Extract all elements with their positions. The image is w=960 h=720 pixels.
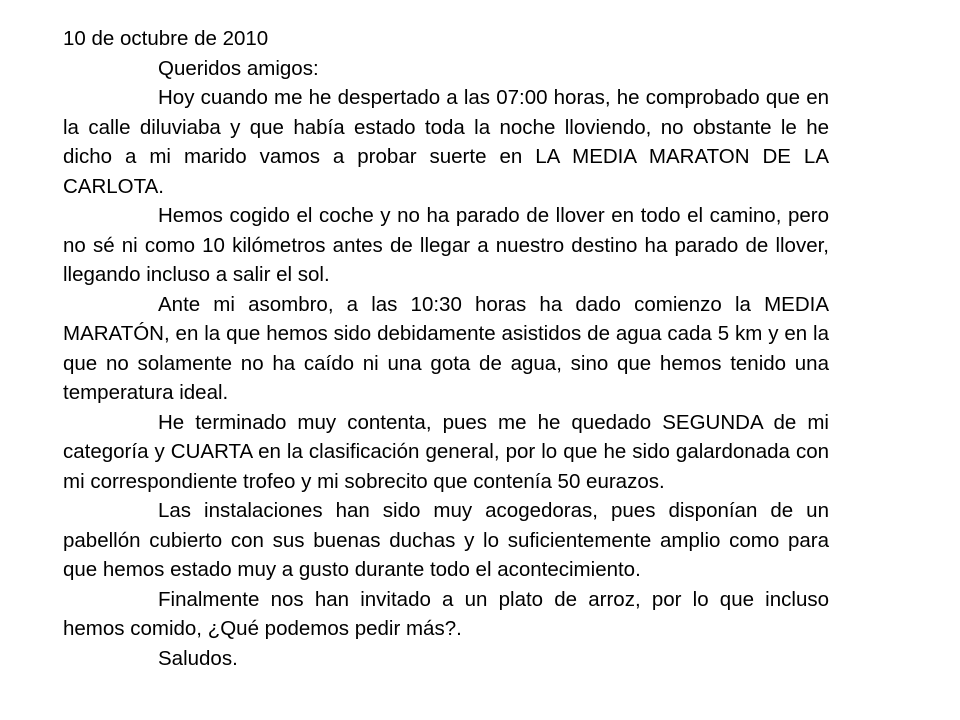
letter-closing: Saludos.	[158, 646, 238, 670]
letter-paragraph: Las instalaciones han sido muy acogedoras, pues disponían de un pabellón cubierto con sus buenas duchas y lo suficientemente amplio como para que hemos estado muy a gusto durante todo el acontecimiento.	[63, 499, 829, 581]
letter-paragraph: Hemos cogido el coche y no ha parado de llover en todo el camino, pero no sé ni como 10 kilómetros antes de llegar a nuestro destino ha parado de llover, llegando incluso a salir el sol.	[63, 204, 829, 286]
letter-paragraph: Finalmente nos han invitado a un plato de arroz, por lo que incluso hemos comido, ¿Qué podemos pedir más?.	[63, 587, 829, 640]
letter-paragraph: Hoy cuando me he despertado a las 07:00 horas, he comprobado que en la calle diluviaba y que había estado toda la noche lloviendo, no obstante le he dicho a mi marido vamos a probar suerte en LA MEDIA MARATON DE LA CARLOTA.	[63, 86, 829, 198]
letter-page	[63, 24, 829, 673]
letter-paragraph: He terminado muy contenta, pues me he quedado SEGUNDA de mi categoría y CUARTA en la clasificación general, por lo que he sido galardonada con mi correspondiente trofeo y mi sobrecito que contenía 50 eurazos.	[63, 410, 829, 493]
letter-greeting: Queridos amigos:	[158, 56, 319, 80]
letter-date: 10 de octubre de 2010	[63, 27, 269, 50]
letter-paragraph: Ante mi asombro, a las 10:30 horas ha dado comienzo la MEDIA MARATÓN, en la que hemos sido debidamente asistidos de agua cada 5 km y en la que no solamente no ha caído ni una gota de agua, sino que hemos tenido una temperatura ideal.	[63, 292, 829, 404]
